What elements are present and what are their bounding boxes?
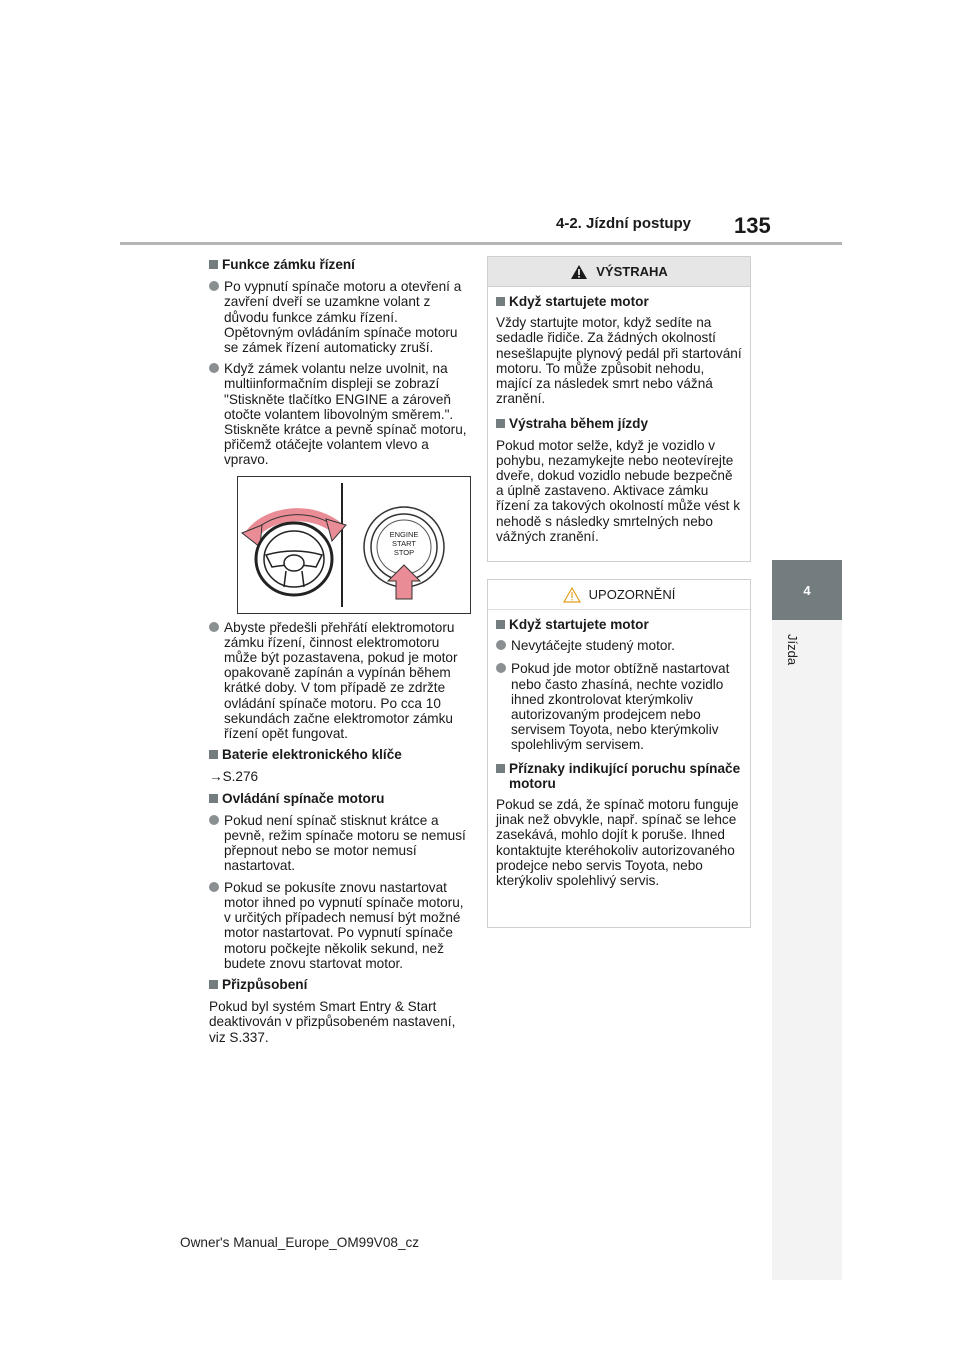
page-reference-link[interactable]: →S.276 bbox=[209, 769, 259, 785]
chapter-tab[interactable] bbox=[772, 560, 842, 620]
list-item: Abyste předešli přehřátí elektromotoru zámku řízení, činnost elektromotoru může být pozastavena, pokud je motor opakovaně zapínán a vypínán během krátké doby. V tom případě ze zdržte ovládání spínače motoru. Po cca 10 sekundách začne elektromotor zámku řízení opět fungovat. bbox=[209, 620, 471, 742]
engine-button-label: START bbox=[392, 538, 416, 548]
list-item: Nevytáčejte studený motor. bbox=[496, 638, 742, 653]
list-item: Po vypnutí spínače motoru a otevření a zavření dveří se uzamkne volant z důvodu funkce zámku řízení. Opětovným ovládáním spínače motoru se zámek řízení automaticky zruší. bbox=[209, 279, 471, 355]
list-item: Pokud se pokusíte znovu nastartovat motor ihned po vypnutí spínače motoru, v určitých případech nemusí být možné motor nastartovat. Po vypnutí spínače motoru počkejte několik sekund, než budete znovu startovat motor. bbox=[209, 880, 471, 971]
engine-button-label: ENGINE bbox=[389, 529, 419, 539]
footer-document-id: Owner's Manual_Europe_OM99V08_cz bbox=[180, 1235, 420, 1250]
heading-steering-lock: Funkce zámku řízení bbox=[209, 257, 471, 272]
notice-text: Pokud se zdá, že spínač motoru funguje jinak než obvykle, např. spínač se lehce zasekává, mohlo dojít k poruše. Ihned kontaktujte kteréhokoliv autorizovaného prodejce nebo servis Toyota, nebo kterýkoliv spolehlivý servis. bbox=[496, 797, 739, 889]
engine-button-label: STOP bbox=[393, 547, 415, 557]
chapter-label: Jízda bbox=[785, 634, 800, 666]
warning-triangle-icon bbox=[570, 264, 588, 280]
steering-lock-figure bbox=[237, 476, 471, 614]
warning-title: VÝSTRAHA bbox=[596, 263, 668, 279]
bullet-icon bbox=[209, 281, 219, 291]
notice-title: UPOZORNĚNÍ bbox=[588, 586, 676, 602]
section-title: 4-2. Jízdní postupy bbox=[556, 215, 692, 232]
notice-heading: Když startujete motor bbox=[496, 617, 742, 632]
warning-box bbox=[487, 256, 751, 562]
bullet-icon bbox=[209, 363, 219, 373]
bullet-icon bbox=[209, 622, 219, 632]
page-number: 135 bbox=[734, 213, 771, 238]
caution-triangle-icon bbox=[563, 587, 581, 603]
notice-heading: Příznaky indikující poruchu spínače motoru bbox=[496, 761, 742, 791]
steering-wheel-illustration bbox=[238, 477, 470, 613]
chapter-side-bar bbox=[772, 620, 842, 1280]
list-item: Když zámek volantu nelze uvolnit, na multiinformačním displeji se zobrazí "Stiskněte tlačítko ENGINE a zároveň otočte volantem libovolným směrem.". Stiskněte krátce a pevně spínač motoru, přičemž otáčejte volantem vlevo a vpravo. bbox=[209, 361, 471, 467]
list-item: Pokud není spínač stisknut krátce a pevně, režim spínače motoru se nemusí přepnout nebo se motor nemusí nastartovat. bbox=[209, 813, 471, 874]
bullet-icon bbox=[209, 815, 219, 825]
heading-engine-switch: Ovládání spínače motoru bbox=[209, 791, 471, 806]
customization-text: Pokud byl systém Smart Entry & Start deaktivován v přizpůsobeném nastavení, viz S.337. bbox=[209, 999, 456, 1045]
heading-customization: Přizpůsobení bbox=[209, 977, 471, 992]
notice-header bbox=[488, 580, 750, 610]
header-rule bbox=[120, 242, 842, 245]
warning-heading: Když startujete motor bbox=[496, 294, 742, 309]
warning-text: Vždy startujte motor, když sedíte na sedadle řidiče. Za žádných okolností nesešlapujte plynový pedál při startování motoru. To může způsobit nehodu, mající za následek smrt nebo vážná zranění. bbox=[496, 315, 742, 407]
notice-box bbox=[487, 579, 751, 928]
bullet-icon bbox=[496, 663, 506, 673]
list-item: Pokud jde motor obtížně nastartovat nebo často zhasíná, nechte vozidlo ihned zkontrolovat kterýmkoliv autorizovaným prodejcem nebo servisem Toyota, nebo kterýmkoliv spolehlivým servisem. bbox=[496, 661, 742, 752]
bullet-icon bbox=[209, 882, 219, 892]
warning-header bbox=[488, 257, 750, 287]
chapter-number: 4 bbox=[803, 582, 811, 598]
warning-text: Pokud motor selže, když je vozidlo v pohybu, nezamykejte nebo neotevírejte dveře, dokud vozidlo nebude bezpečně a úplně zastaveno. Aktivace zámku řízení za takových okolností může vést k nehodě s následky smrtelných nebo vážných zranění. bbox=[496, 437, 741, 544]
heading-key-battery: Baterie elektronického klíče bbox=[209, 747, 471, 762]
bullet-icon bbox=[496, 640, 506, 650]
left-column bbox=[209, 257, 471, 1051]
warning-heading: Výstraha během jízdy bbox=[496, 416, 742, 431]
